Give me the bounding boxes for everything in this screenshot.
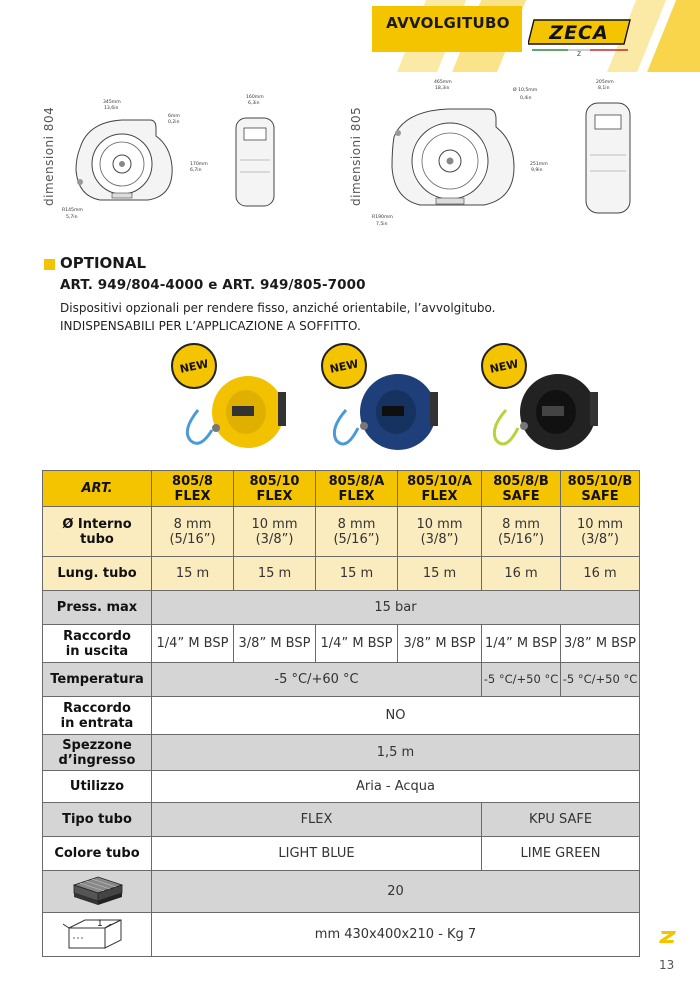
cell-pressione: 15 bar [152,591,640,625]
col-805-8-b-safe: 805/8/B SAFE [482,471,561,507]
d804-hub-mm: 6mm [168,114,180,119]
brand-name: ZECA [549,22,609,44]
cell-temperatura-flex: -5 °C/+60 °C [152,663,482,697]
d805-width-in: 18,3in [435,86,450,91]
cell-diametro: 10 mm (3/8”) [234,507,316,557]
row-tipo [43,803,640,837]
cell-uscita: 3/8” M BSP [561,625,640,663]
row-lunghezza [43,557,640,591]
box-icon [63,914,131,952]
cell-temperatura-safe-10: -5 °C/+50 °C [561,663,640,697]
product-yellow-reel [168,340,298,470]
cell-uscita: 1/4” M BSP [482,625,561,663]
row-utilizzo [43,771,640,803]
d804-radius-mm: R145mm [62,208,83,213]
new-badge-text: NEW [178,357,210,376]
zeca-z-icon [659,930,677,944]
row-pallet [43,871,640,913]
d805-width-mm: 465mm [434,80,452,85]
cell-utilizzo: Aria - Acqua [152,771,640,803]
cell-colore-safe: LIME GREEN [482,837,640,871]
d805-hub-mm: Ø 10,5mm [513,88,538,93]
page-title: AVVOLGITUBO [386,14,510,32]
cell-temperatura-safe-8: -5 °C/+50 °C [482,663,561,697]
svg-text:Z: Z [576,51,582,58]
optional-title: OPTIONAL [60,254,147,272]
row-uscita [43,625,640,663]
d804-height-in: 6,7in [190,168,202,173]
reel-805-side-drawing [582,95,634,217]
col-805-8-a-flex: 805/8/A FLEX [316,471,398,507]
new-badge-text: NEW [328,357,360,376]
label-box [43,913,152,957]
label-diametro: Ø Interno tubo [43,507,152,557]
cell-lunghezza: 16 m [482,557,561,591]
cell-tipo-safe: KPU SAFE [482,803,640,837]
cell-colore-flex: LIGHT BLUE [152,837,482,871]
spec-table [42,470,640,957]
d804-width-mm: 345mm [103,100,121,105]
label-pressione: Press. max [43,591,152,625]
col-805-10-b-safe: 805/10/B SAFE [561,471,640,507]
product-blue-reel [318,340,448,470]
d805-depth-mm: 205mm [596,80,614,85]
row-diametro [43,507,640,557]
label-utilizzo: Utilizzo [43,771,152,803]
cell-lunghezza: 15 m [316,557,398,591]
label-pallet [43,871,152,913]
cell-uscita: 3/8” M BSP [234,625,316,663]
d804-width-in: 13,6in [104,106,119,111]
optional-description [60,299,496,335]
cell-diametro: 10 mm (3/8”) [561,507,640,557]
page-number: 13 [659,958,675,972]
d804-radius-in: 5,7in [66,215,78,220]
label-tipo: Tipo tubo [43,803,152,837]
zeca-logo [528,18,632,58]
col-805-10-flex: 805/10 FLEX [234,471,316,507]
cell-lunghezza: 16 m [561,557,640,591]
d805-height-in: 9,9in [531,168,543,173]
row-entrata [43,697,640,735]
d804-depth-mm: 160mm [246,95,264,100]
cell-lunghezza: 15 m [234,557,316,591]
optional-bullet [44,259,55,270]
cell-lunghezza: 15 m [398,557,482,591]
row-temperatura [43,663,640,697]
d805-hub-in: 0,4in [520,96,532,101]
cell-uscita: 1/4” M BSP [152,625,234,663]
optional-articles: ART. 949/804-4000 e ART. 949/805-7000 [60,277,366,293]
label-lunghezza: Lung. tubo [43,557,152,591]
col-805-8-flex: 805/8 FLEX [152,471,234,507]
new-badge-text: NEW [488,357,520,376]
row-pressione [43,591,640,625]
cell-lunghezza: 15 m [152,557,234,591]
dim-805-label: dimensioni 805 [349,106,363,206]
dim-804-label: dimensioni 804 [42,106,56,206]
label-colore: Colore tubo [43,837,152,871]
optional-line-1: Dispositivi opzionali per rendere fisso, anziché orientabile, l’avvolgitubo. [60,301,496,315]
row-spezzone [43,735,640,771]
optional-line-2: INDISPENSABILI PER L’APPLICAZIONE A SOFFITTO. [60,319,361,333]
pallet-icon [66,873,128,907]
d805-depth-in: 8,1in [598,86,610,91]
d804-depth-in: 6,3in [248,101,260,106]
table-header-row [43,471,640,507]
label-spezzone: Spezzone d’ingresso [43,735,152,771]
box-quantity: 1 [97,918,103,929]
cell-uscita: 3/8” M BSP [398,625,482,663]
col-805-10-a-flex: 805/10/A FLEX [398,471,482,507]
cell-diametro: 8 mm (5/16”) [152,507,234,557]
cell-entrata: NO [152,697,640,735]
d805-radius-mm: R190mm [372,215,393,220]
d804-height-mm: 170mm [190,162,208,167]
label-entrata: Raccordo in entrata [43,697,152,735]
cell-box: mm 430x400x210 - Kg 7 [152,913,640,957]
row-box [43,913,640,957]
label-uscita: Raccordo in uscita [43,625,152,663]
d804-hub-in: 0,2in [168,120,180,125]
reel-804-front-drawing [60,110,190,215]
d805-radius-in: 7,5in [376,222,388,227]
header-art: ART. [43,471,152,507]
cell-diametro: 8 mm (5/16”) [316,507,398,557]
product-black-reel [478,340,608,470]
cell-pallet: 20 [152,871,640,913]
cell-diametro: 8 mm (5/16”) [482,507,561,557]
reel-805-front-drawing [380,95,530,220]
cell-spezzone: 1,5 m [152,735,640,771]
reel-804-side-drawing [232,110,277,210]
row-colore [43,837,640,871]
cell-tipo-flex: FLEX [152,803,482,837]
cell-uscita: 1/4” M BSP [316,625,398,663]
label-temperatura: Temperatura [43,663,152,697]
d805-height-mm: 251mm [530,162,548,167]
cell-diametro: 10 mm (3/8”) [398,507,482,557]
